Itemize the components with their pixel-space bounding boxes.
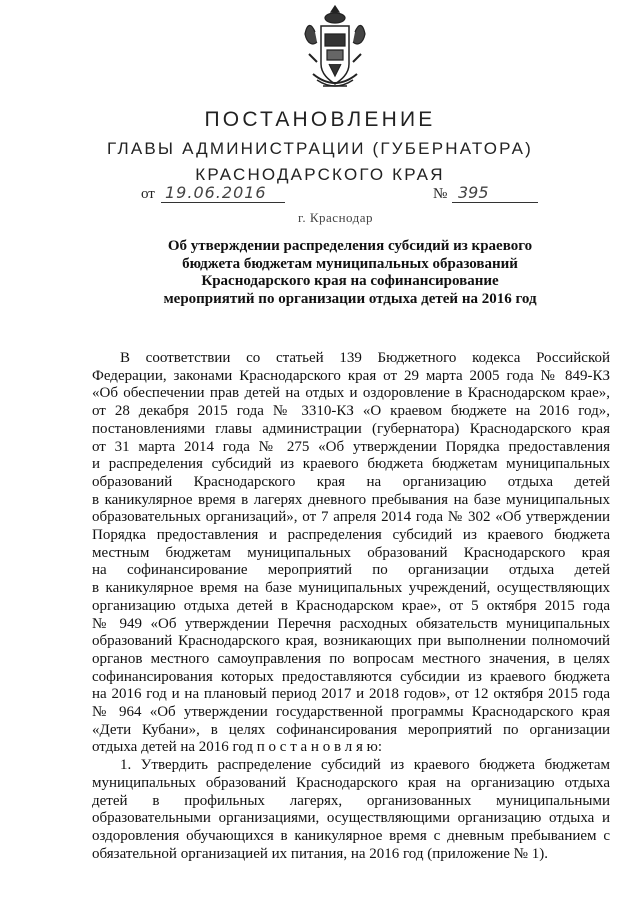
body-line: детей в профильных лагерях, организованных муниципальными [92, 792, 610, 809]
body-line: в каникулярное время на базе муниципальных учреждений, осуществляющих [92, 580, 610, 597]
issuer-heading: ГЛАВЫ АДМИНИСТРАЦИИ (ГУБЕРНАТОРА) [107, 139, 533, 158]
number-value: 395 [452, 183, 538, 203]
body-line: на софинансирование мероприятий по организации отдыха детей [92, 562, 610, 579]
body-line: отдыха детей на 2016 год п о с т а н о в л я ю: [92, 739, 383, 756]
body-line: оздоровления обучающихся в каникулярное время с дневным пребыванием с [92, 827, 610, 844]
body-line: софинансирования которых предоставляются субсидии из краевого бюджета [92, 668, 610, 685]
body-line: Порядка предоставления и распределения субсидий из краевого бюджета [92, 527, 610, 544]
title-line: Об утверждении распределения субсидий из краевого [167, 238, 533, 254]
body-line: образований Краснодарского края на организацию отдыха детей [92, 473, 610, 490]
body-line: № 949 «Об утверждении Перечня расходных обязательств муниципальных [92, 615, 610, 632]
number-label: № [433, 186, 448, 202]
body-line: от 31 марта 2014 года № 275 «Об утверждении Порядка предоставления [92, 438, 610, 455]
body-line: органов местного самоуправления по вопросам местного значения, в целях [92, 650, 610, 667]
coat-of-arms-icon [303, 4, 367, 96]
body-line: «Дети Кубани», в целях софинансирования мероприятий по организации [92, 721, 610, 738]
region-heading: КРАСНОДАРСКОГО КРАЯ [195, 165, 445, 184]
body-line: организацию отдыха детей в Краснодарском крае», от 5 октября 2015 года [92, 597, 610, 614]
body-line: на 2016 год и на плановый период 2017 и 2018 годов», от 12 октября 2015 года [92, 686, 610, 703]
body-line: «Об обеспечении прав детей на отдых и оздоровление в Краснодарском крае», [92, 385, 610, 402]
body-line: образовательными организациями, осуществляющими организацию отдыха и [92, 810, 610, 827]
document-body [92, 350, 610, 863]
body-line: местным бюджетам муниципальных образований Краснодарского края [92, 544, 610, 561]
body-line: муниципальных образований Краснодарского края на организацию отдыха [92, 774, 610, 791]
body-line: образовательных организаций», от 7 апреля 2014 года № 302 «Об утверждении [92, 509, 610, 526]
body-line: В соответствии со статьей 139 Бюджетного кодекса Российской [120, 350, 610, 366]
title-line: мероприятий по организации отдыха детей на 2016 год [163, 290, 537, 307]
body-line: обязательной организацией их питания, на 2016 год (приложение № 1). [92, 845, 548, 862]
body-line: Федерации, законами Краснодарского края от 29 марта 2005 года № 849-КЗ [92, 367, 610, 384]
date-label: от [141, 186, 155, 202]
document-title [140, 238, 560, 308]
city-label: г. Краснодар [298, 210, 374, 225]
body-line: и распределения субсидий из краевого бюджета бюджетам муниципальных [92, 456, 610, 473]
body-line: образований Краснодарского края, возникающих при выполнении полномочий [92, 633, 610, 650]
body-line: постановлениями главы администрации (губернатора) Краснодарского края [92, 420, 610, 437]
date-value: 19.06.2016 [161, 183, 285, 203]
body-line: от 28 декабря 2015 года № 3310-КЗ «О краевом бюджете на 2016 год», [92, 403, 610, 420]
body-line: в каникулярное время в лагерях дневного пребывания на базе муниципальных [92, 491, 610, 508]
body-line: № 964 «Об утверждении государственной программы Краснодарского края [92, 704, 610, 721]
title-line: Краснодарского края на софинансирование [201, 273, 499, 289]
document-type-heading: ПОСТАНОВЛЕНИЕ [204, 108, 436, 131]
body-line: 1. Утвердить распределение субсидий из краевого бюджета бюджетам [120, 757, 610, 774]
title-line: бюджета бюджетам муниципальных образований [182, 255, 518, 272]
